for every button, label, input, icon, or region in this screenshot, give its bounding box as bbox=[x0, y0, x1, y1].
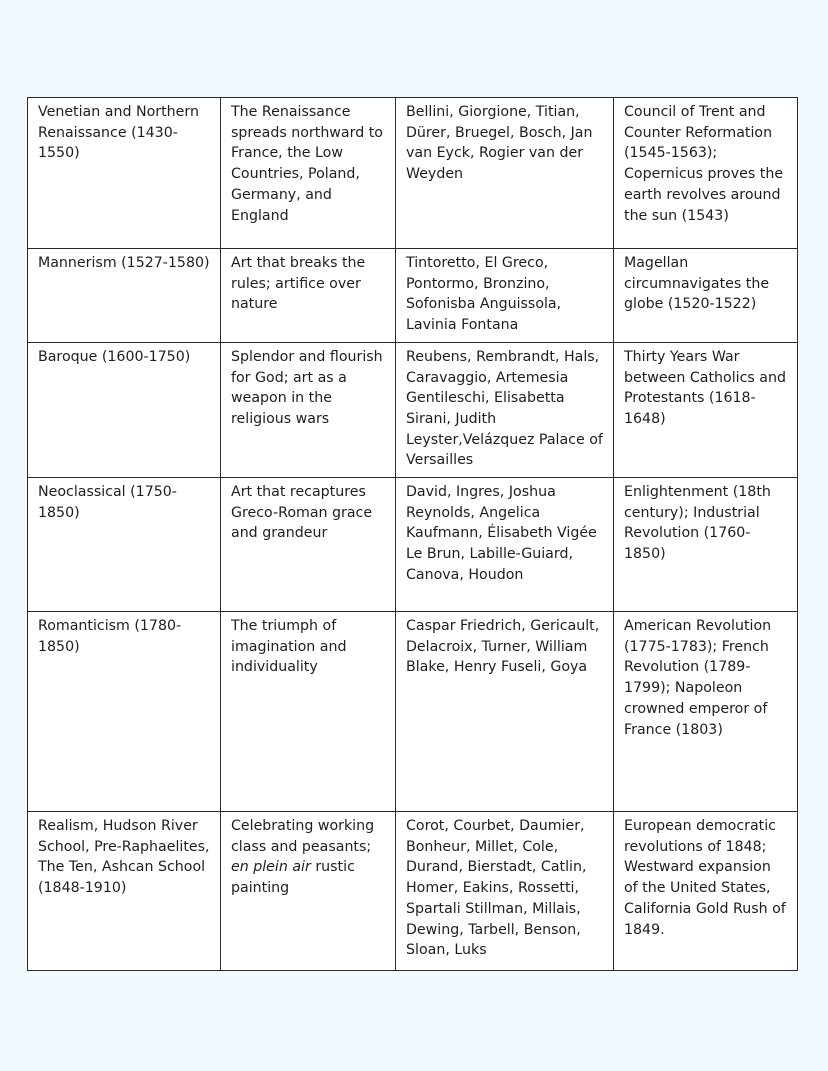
description-text: rustic painting bbox=[231, 859, 355, 897]
description-text: Celebrating working class and peasants; bbox=[231, 818, 375, 855]
art-periods-table bbox=[27, 97, 798, 971]
period-cell: Baroque (1600-1750) bbox=[28, 342, 221, 477]
events-cell: Thirty Years War between Catholics and Protestants (1618-1648) bbox=[614, 342, 798, 477]
events-cell: American Revolution (1775-1783); French Revolution (1789-1799); Napoleon crowned emperor of France (1803) bbox=[614, 612, 798, 812]
table-row bbox=[28, 342, 798, 477]
description-cell: Art that recaptures Greco-Roman grace and grandeur bbox=[221, 478, 396, 612]
artists-cell: David, Ingres, Joshua Reynolds, Angelica Kaufmann, Élisabeth Vigée Le Brun, Labille-Guiard, Canova, Houdon bbox=[396, 478, 614, 612]
table-row bbox=[28, 612, 798, 812]
description-cell: The triumph of imagination and individuality bbox=[221, 612, 396, 812]
period-cell: Realism, Hudson River School, Pre-Raphaelites, The Ten, Ashcan School (1848-1910) bbox=[28, 812, 221, 971]
events-cell: European democratic revolutions of 1848; Westward expansion of the United States, California Gold Rush of 1849. bbox=[614, 812, 798, 971]
events-cell: Magellan circumnavigates the globe (1520-1522) bbox=[614, 249, 798, 343]
artists-cell: Reubens, Rembrandt, Hals, Caravaggio, Artemesia Gentileschi, Elisabetta Sirani, Judith Leyster,Velázquez Palace of Versailles bbox=[396, 342, 614, 477]
period-cell: Neoclassical (1750-1850) bbox=[28, 478, 221, 612]
description-cell: Splendor and flourish for God; art as a weapon in the religious wars bbox=[221, 342, 396, 477]
artists-cell: Caspar Friedrich, Gericault, Delacroix, Turner, William Blake, Henry Fuseli, Goya bbox=[396, 612, 614, 812]
table-row bbox=[28, 812, 798, 971]
table-row bbox=[28, 98, 798, 249]
events-cell: Council of Trent and Counter Reformation (1545-1563); Copernicus proves the earth revolves around the sun (1543) bbox=[614, 98, 798, 249]
period-cell: Venetian and Northern Renaissance (1430-1550) bbox=[28, 98, 221, 249]
description-italic-text: en plein air bbox=[231, 859, 311, 876]
table-row bbox=[28, 478, 798, 612]
description-cell: Art that breaks the rules; artifice over nature bbox=[221, 249, 396, 343]
artists-cell: Corot, Courbet, Daumier, Bonheur, Millet, Cole, Durand, Bierstadt, Catlin, Homer, Eakins, Rossetti, Spartali Stillman, Millais, Dewing, Tarbell, Benson, Sloan, Luks bbox=[396, 812, 614, 971]
artists-cell: Bellini, Giorgione, Titian, Dürer, Bruegel, Bosch, Jan van Eyck, Rogier van der Weyden bbox=[396, 98, 614, 249]
events-cell: Enlightenment (18th century); Industrial Revolution (1760-1850) bbox=[614, 478, 798, 612]
description-cell bbox=[221, 812, 396, 971]
description-cell: The Renaissance spreads northward to France, the Low Countries, Poland, Germany, and England bbox=[221, 98, 396, 249]
period-cell: Romanticism (1780-1850) bbox=[28, 612, 221, 812]
period-cell: Mannerism (1527-1580) bbox=[28, 249, 221, 343]
table-row bbox=[28, 249, 798, 343]
artists-cell: Tintoretto, El Greco, Pontormo, Bronzino, Sofonisba Anguissola, Lavinia Fontana bbox=[396, 249, 614, 343]
